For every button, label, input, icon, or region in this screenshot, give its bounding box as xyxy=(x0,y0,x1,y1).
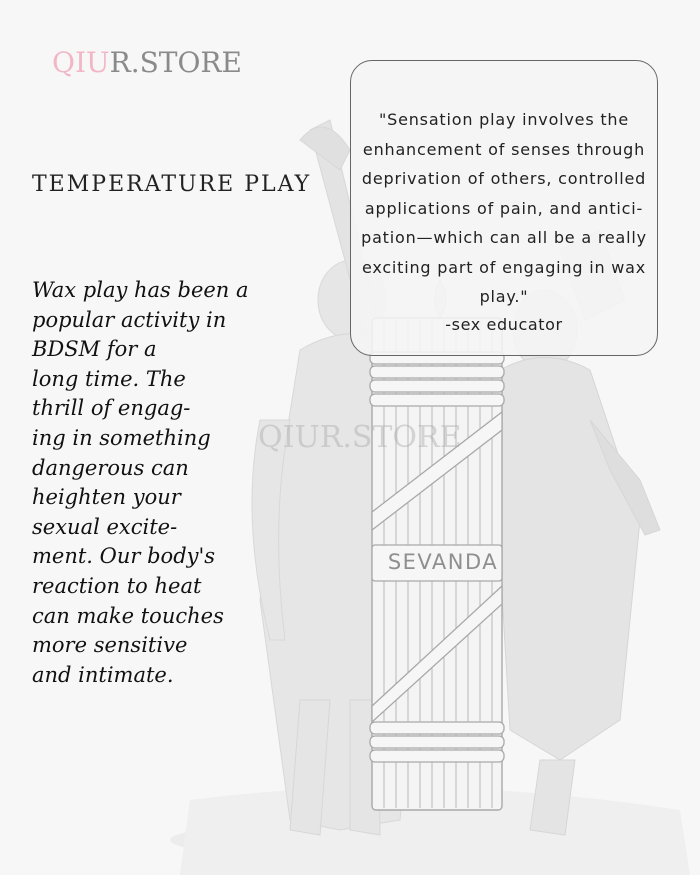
quote-line: "Sensation play involves the xyxy=(378,110,630,129)
quote-line: deprivation of others, controlled xyxy=(361,169,647,188)
brand-logo xyxy=(52,46,242,79)
body-line: ing in something xyxy=(32,425,211,450)
quote-attribution: -sex educator xyxy=(445,315,563,334)
quote-card xyxy=(350,60,658,356)
body-line: popular activity in xyxy=(32,307,227,332)
logo-part-1: QIU xyxy=(52,46,110,79)
body-line: long time. The xyxy=(32,366,186,391)
body-line: heighten your xyxy=(32,485,181,510)
quote-line: exciting part of engaging in wax xyxy=(361,257,647,277)
quote-line: enhancement of senses through xyxy=(362,139,646,159)
page-title: TEMPERATURE PLAY xyxy=(32,172,312,197)
body-line: and intimate. xyxy=(32,662,174,687)
quote-text xyxy=(351,105,657,312)
quote-line: applications of pain, and antici- xyxy=(364,198,644,218)
body-paragraph xyxy=(32,276,294,690)
quote-line: play." xyxy=(479,287,529,306)
body-line: BDSM for a xyxy=(32,337,157,362)
body-line: sexual excite- xyxy=(32,514,178,539)
body-line: dangerous can xyxy=(32,455,189,480)
body-line: can make touches xyxy=(32,603,224,628)
quote-line: pation—which can all be a really xyxy=(361,228,647,247)
body-line: Wax play has been a xyxy=(32,278,249,302)
body-line: ment. Our body's xyxy=(32,544,216,569)
body-line: reaction to heat xyxy=(32,573,202,598)
body-line: more sensitive xyxy=(32,633,188,658)
body-line: thrill of engag- xyxy=(32,396,191,421)
watermark: QIUR.STORE xyxy=(258,420,462,455)
logo-part-2: R.STORE xyxy=(109,46,242,79)
product-brand-label: SEVANDA xyxy=(387,550,499,574)
